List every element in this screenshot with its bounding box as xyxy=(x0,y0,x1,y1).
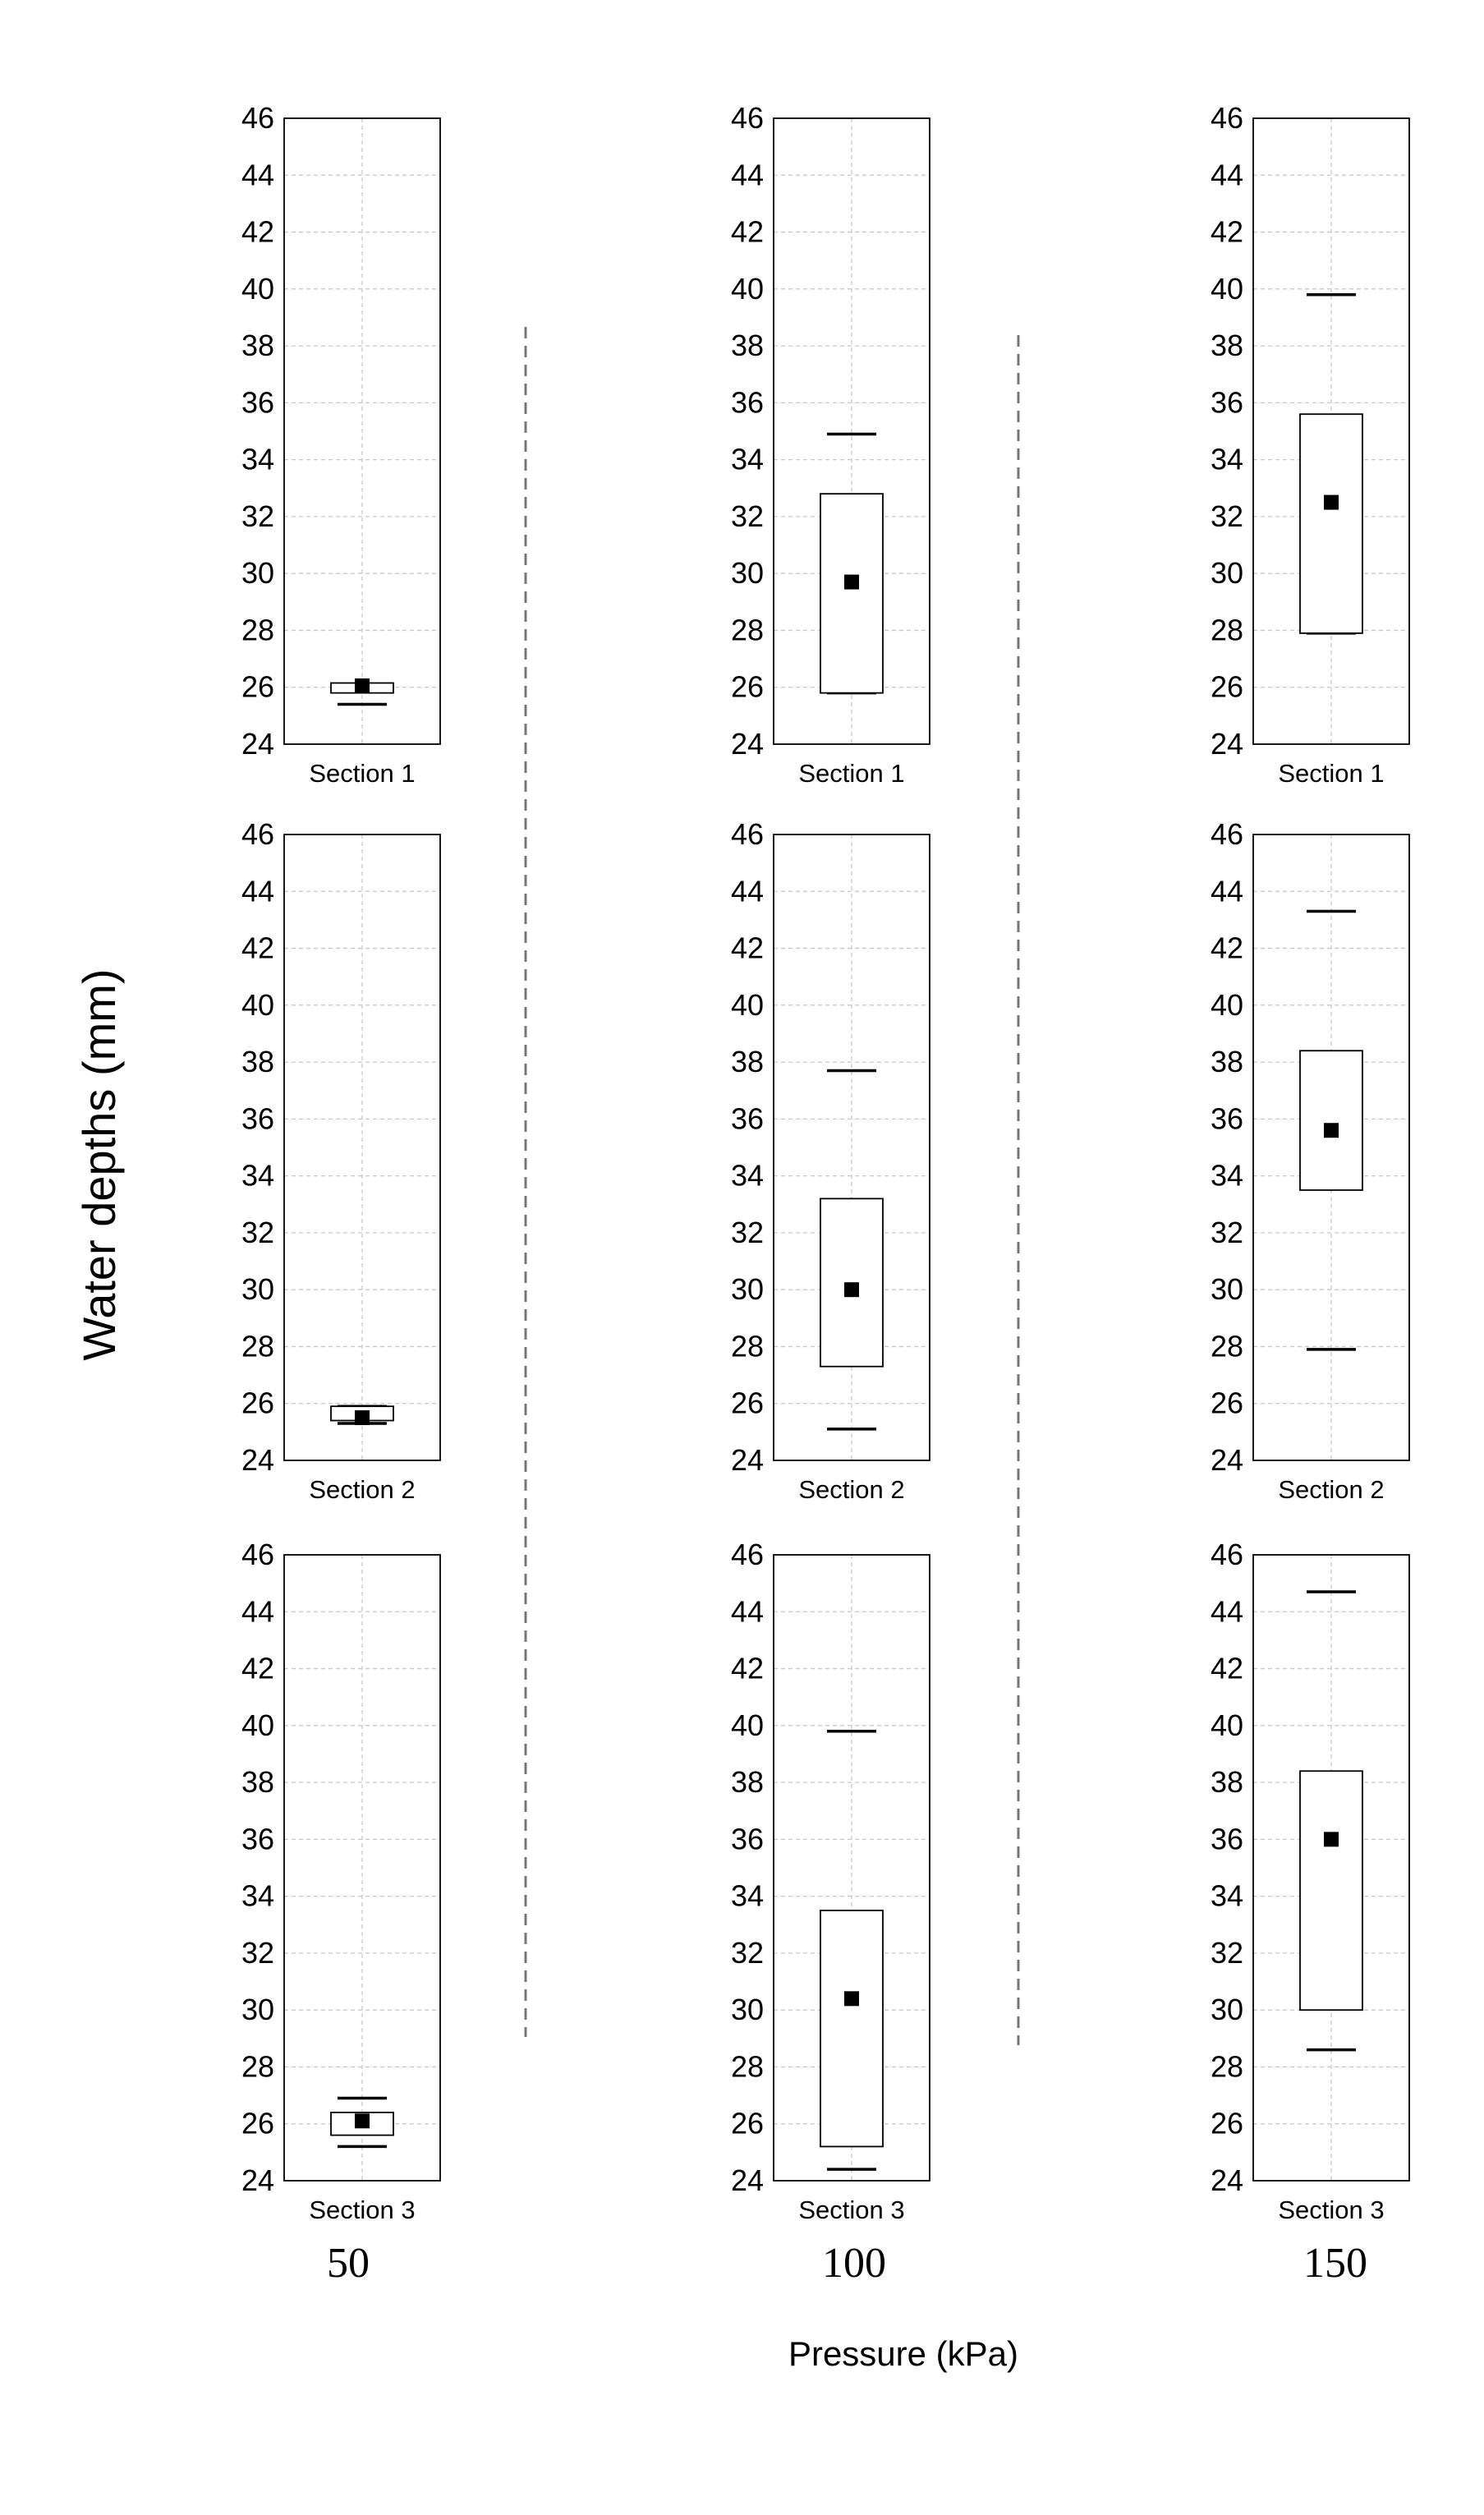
y-tick-p100-s2-36: 36 xyxy=(730,1101,764,1136)
section-label-p100-s3: Section 3 xyxy=(798,2195,905,2224)
y-tick-p100-s3-34: 34 xyxy=(730,1878,764,1913)
y-tick-p100-s2-24: 24 xyxy=(730,1443,764,1477)
y-tick-p150-s1-40: 40 xyxy=(1210,271,1243,306)
y-tick-p150-s2-46: 46 xyxy=(1210,817,1243,851)
y-tick-p150-s2-34: 34 xyxy=(1210,1158,1243,1193)
mean-marker-p50-s1 xyxy=(355,678,370,693)
y-tick-p50-s2-30: 30 xyxy=(241,1272,274,1307)
y-tick-p50-s3-40: 40 xyxy=(241,1708,274,1742)
section-label-p100-s1: Section 1 xyxy=(798,759,905,788)
panels-layer xyxy=(241,101,1409,2224)
panel-p150-s2 xyxy=(1211,817,1409,1504)
panel-p50-s3 xyxy=(241,1538,440,2224)
y-tick-p150-s1-26: 26 xyxy=(1210,669,1243,704)
y-tick-p100-s3-26: 26 xyxy=(730,2106,764,2140)
y-tick-p50-s2-24: 24 xyxy=(241,1443,274,1477)
y-tick-p150-s2-30: 30 xyxy=(1210,1272,1243,1307)
y-tick-p100-s3-40: 40 xyxy=(730,1708,764,1742)
y-tick-p50-s2-26: 26 xyxy=(241,1386,274,1420)
y-tick-p50-s1-30: 30 xyxy=(241,556,274,591)
y-tick-p100-s3-24: 24 xyxy=(730,2163,764,2197)
y-tick-p150-s2-28: 28 xyxy=(1210,1329,1243,1363)
pressure-label-100: 100 xyxy=(822,2240,886,2287)
y-tick-p100-s1-44: 44 xyxy=(730,158,764,192)
y-tick-p100-s2-30: 30 xyxy=(730,1272,764,1307)
y-tick-p50-s1-24: 24 xyxy=(241,727,274,761)
y-tick-p100-s2-38: 38 xyxy=(730,1045,764,1079)
y-tick-p50-s1-42: 42 xyxy=(241,214,274,249)
section-label-p100-s2: Section 2 xyxy=(798,1475,905,1504)
y-tick-p100-s3-36: 36 xyxy=(730,1822,764,1856)
y-axis-label: Water depths (mm) xyxy=(73,968,125,1361)
y-tick-p150-s3-28: 28 xyxy=(1210,2049,1243,2084)
y-tick-p150-s1-38: 38 xyxy=(1210,329,1243,363)
y-tick-p50-s1-26: 26 xyxy=(241,669,274,704)
y-tick-p150-s2-24: 24 xyxy=(1210,1443,1243,1477)
panel-p100-s2 xyxy=(731,817,930,1504)
y-tick-p100-s3-32: 32 xyxy=(730,1935,764,1970)
y-tick-p150-s1-32: 32 xyxy=(1210,499,1243,533)
mean-marker-p100-s1 xyxy=(844,575,859,590)
y-tick-p50-s3-44: 44 xyxy=(241,1594,274,1629)
pressure-label-50: 50 xyxy=(327,2240,370,2287)
y-tick-p50-s1-36: 36 xyxy=(241,385,274,420)
y-tick-p150-s3-40: 40 xyxy=(1210,1708,1243,1742)
section-label-p50-s1: Section 1 xyxy=(309,759,416,788)
y-tick-p100-s1-40: 40 xyxy=(730,271,764,306)
y-tick-p50-s3-34: 34 xyxy=(241,1878,274,1913)
y-tick-p100-s1-30: 30 xyxy=(730,556,764,591)
mean-marker-p50-s2 xyxy=(355,1410,370,1425)
y-tick-p50-s2-46: 46 xyxy=(241,817,274,851)
y-tick-p50-s1-32: 32 xyxy=(241,499,274,533)
y-tick-p50-s2-40: 40 xyxy=(241,987,274,1022)
pressure-label-150: 150 xyxy=(1303,2240,1367,2287)
y-tick-p50-s1-34: 34 xyxy=(241,442,274,476)
y-tick-p50-s2-36: 36 xyxy=(241,1101,274,1136)
section-label-p50-s2: Section 2 xyxy=(309,1475,416,1504)
panel-p50-s2 xyxy=(241,817,440,1504)
panel-p150-s1 xyxy=(1211,101,1409,788)
y-tick-p100-s3-44: 44 xyxy=(730,1594,764,1629)
y-tick-p150-s3-32: 32 xyxy=(1210,1935,1243,1970)
y-tick-p50-s1-38: 38 xyxy=(241,329,274,363)
mean-marker-p50-s3 xyxy=(355,2113,370,2128)
y-tick-p150-s1-34: 34 xyxy=(1210,442,1243,476)
panel-p100-s3 xyxy=(731,1538,930,2224)
y-tick-p100-s2-40: 40 xyxy=(730,987,764,1022)
y-tick-p50-s3-24: 24 xyxy=(241,2163,274,2197)
y-tick-p100-s1-32: 32 xyxy=(730,499,764,533)
box-p150-s3 xyxy=(1300,1771,1362,2010)
y-tick-p50-s1-40: 40 xyxy=(241,271,274,306)
y-tick-p150-s2-44: 44 xyxy=(1210,874,1243,908)
y-tick-p150-s2-40: 40 xyxy=(1210,987,1243,1022)
y-tick-p150-s1-30: 30 xyxy=(1210,556,1243,591)
y-tick-p100-s2-32: 32 xyxy=(730,1215,764,1249)
y-tick-p100-s2-44: 44 xyxy=(730,874,764,908)
y-tick-p150-s2-26: 26 xyxy=(1210,1386,1243,1420)
y-tick-p150-s3-46: 46 xyxy=(1210,1538,1243,1571)
y-tick-p150-s2-42: 42 xyxy=(1210,931,1243,965)
y-tick-p100-s3-38: 38 xyxy=(730,1765,764,1800)
y-tick-p50-s3-46: 46 xyxy=(241,1538,274,1571)
y-tick-p50-s3-42: 42 xyxy=(241,1651,274,1685)
y-tick-p100-s3-28: 28 xyxy=(730,2049,764,2084)
y-tick-p100-s1-42: 42 xyxy=(730,214,764,249)
mean-marker-p150-s3 xyxy=(1324,1832,1339,1846)
y-tick-p50-s2-42: 42 xyxy=(241,931,274,965)
y-tick-p150-s2-36: 36 xyxy=(1210,1101,1243,1136)
panel-p100-s1 xyxy=(731,101,930,788)
y-tick-p50-s1-28: 28 xyxy=(241,613,274,647)
y-tick-p100-s3-42: 42 xyxy=(730,1651,764,1685)
y-tick-p50-s3-32: 32 xyxy=(241,1935,274,1970)
y-tick-p100-s1-36: 36 xyxy=(730,385,764,420)
panel-p50-s1 xyxy=(241,101,440,788)
section-label-p150-s3: Section 3 xyxy=(1278,2195,1385,2224)
y-tick-p150-s3-38: 38 xyxy=(1210,1765,1243,1800)
y-tick-p50-s3-30: 30 xyxy=(241,1993,274,2027)
y-tick-p150-s3-44: 44 xyxy=(1210,1594,1243,1629)
box-p150-s2 xyxy=(1300,1051,1362,1190)
y-tick-p50-s3-36: 36 xyxy=(241,1822,274,1856)
box-p100-s1 xyxy=(820,494,883,692)
y-tick-p50-s2-28: 28 xyxy=(241,1329,274,1363)
y-tick-p100-s1-24: 24 xyxy=(730,727,764,761)
y-tick-p50-s2-44: 44 xyxy=(241,874,274,908)
y-tick-p100-s2-46: 46 xyxy=(730,817,764,851)
y-tick-p100-s3-46: 46 xyxy=(730,1538,764,1571)
y-tick-p100-s1-38: 38 xyxy=(730,329,764,363)
y-tick-p100-s2-34: 34 xyxy=(730,1158,764,1193)
mean-marker-p100-s3 xyxy=(844,1991,859,2006)
section-label-p50-s3: Section 3 xyxy=(309,2195,416,2224)
y-tick-p50-s1-44: 44 xyxy=(241,158,274,192)
y-tick-p50-s2-38: 38 xyxy=(241,1045,274,1079)
y-tick-p50-s2-32: 32 xyxy=(241,1215,274,1249)
y-tick-p150-s3-34: 34 xyxy=(1210,1878,1243,1913)
y-tick-p50-s2-34: 34 xyxy=(241,1158,274,1193)
y-tick-p100-s1-28: 28 xyxy=(730,613,764,647)
y-tick-p150-s1-36: 36 xyxy=(1210,385,1243,420)
mean-marker-p150-s1 xyxy=(1324,495,1339,510)
y-tick-p150-s1-28: 28 xyxy=(1210,613,1243,647)
y-tick-p150-s1-46: 46 xyxy=(1210,101,1243,135)
y-tick-p150-s3-30: 30 xyxy=(1210,1993,1243,2027)
x-axis-label: Pressure (kPa) xyxy=(788,2334,1019,2373)
y-tick-p100-s3-30: 30 xyxy=(730,1993,764,2027)
y-tick-p100-s2-26: 26 xyxy=(730,1386,764,1420)
y-tick-p50-s1-46: 46 xyxy=(241,101,274,135)
box-p100-s3 xyxy=(820,1910,883,2146)
panel-p150-s3 xyxy=(1211,1538,1409,2224)
y-tick-p150-s3-24: 24 xyxy=(1210,2163,1243,2197)
section-label-p150-s2: Section 2 xyxy=(1278,1475,1385,1504)
y-tick-p150-s1-24: 24 xyxy=(1210,727,1243,761)
mean-marker-p100-s2 xyxy=(844,1282,859,1297)
y-tick-p50-s3-28: 28 xyxy=(241,2049,274,2084)
y-tick-p100-s2-42: 42 xyxy=(730,931,764,965)
box-p150-s1 xyxy=(1300,414,1362,633)
y-tick-p50-s3-26: 26 xyxy=(241,2106,274,2140)
y-tick-p150-s1-42: 42 xyxy=(1210,214,1243,249)
y-tick-p100-s1-34: 34 xyxy=(730,442,764,476)
y-tick-p150-s1-44: 44 xyxy=(1210,158,1243,192)
y-tick-p100-s2-28: 28 xyxy=(730,1329,764,1363)
y-tick-p150-s3-42: 42 xyxy=(1210,1651,1243,1685)
y-tick-p150-s3-26: 26 xyxy=(1210,2106,1243,2140)
section-label-p150-s1: Section 1 xyxy=(1278,759,1385,788)
y-tick-p50-s3-38: 38 xyxy=(241,1765,274,1800)
mean-marker-p150-s2 xyxy=(1324,1123,1339,1138)
y-tick-p100-s1-46: 46 xyxy=(730,101,764,135)
y-tick-p100-s1-26: 26 xyxy=(730,669,764,704)
y-tick-p150-s2-38: 38 xyxy=(1210,1045,1243,1079)
y-tick-p150-s3-36: 36 xyxy=(1210,1822,1243,1856)
y-tick-p150-s2-32: 32 xyxy=(1210,1215,1243,1249)
